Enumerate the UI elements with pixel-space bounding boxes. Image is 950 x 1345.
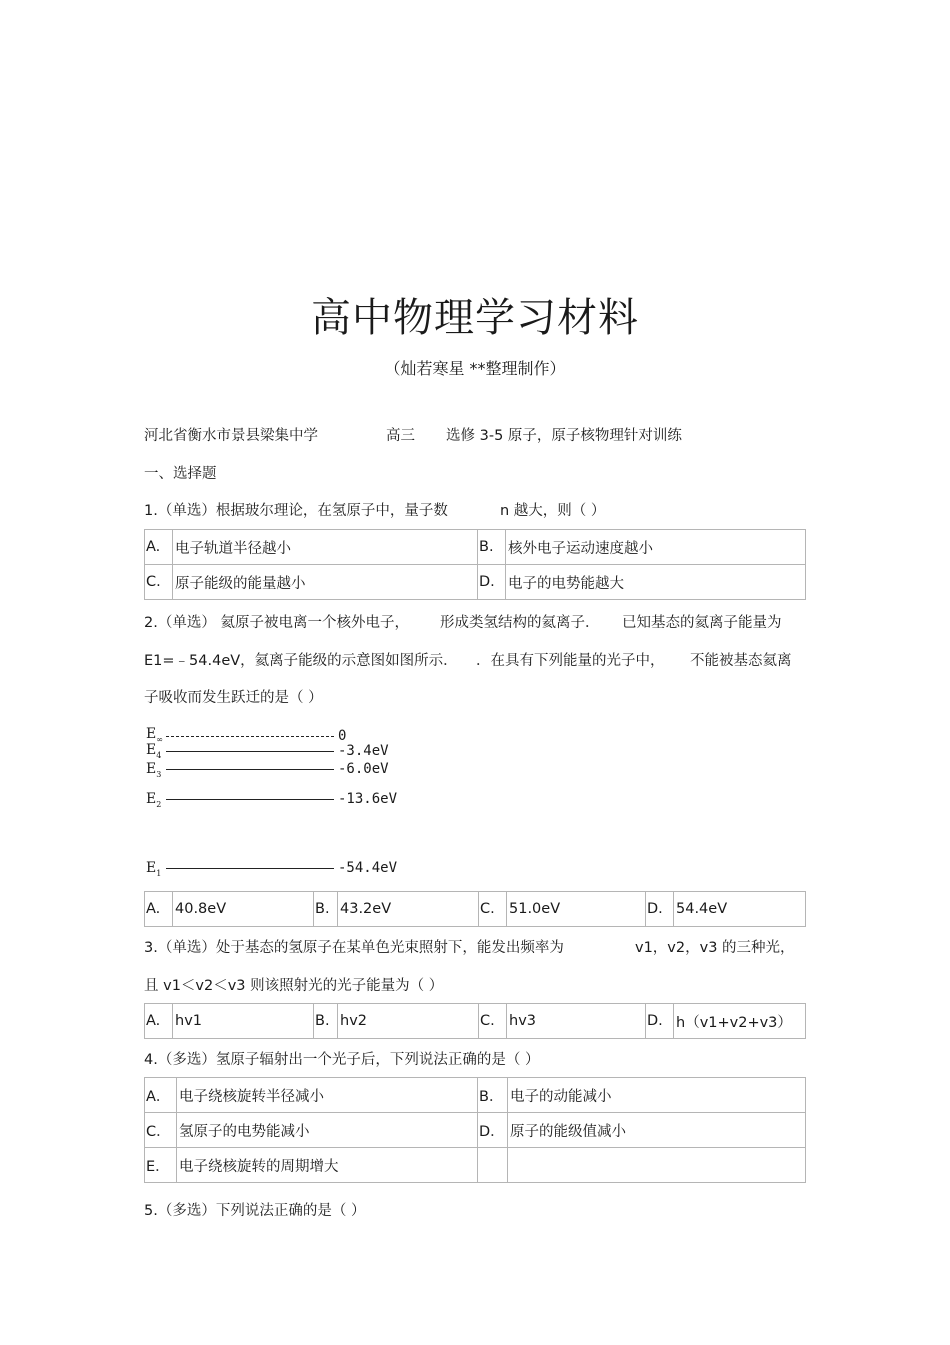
level-1-value: -54.4eV	[338, 860, 398, 876]
q1-option-a[interactable]: 电子轨道半径越小	[173, 530, 478, 565]
q4-empty-cell	[508, 1148, 806, 1183]
q3-line1b: v1，v2，v3 的三种光，	[635, 940, 795, 956]
level-inf-name: $E_\infty$	[146, 726, 163, 744]
q3-option-a[interactable]: hv1	[173, 1004, 314, 1039]
q3-option-c-label[interactable]: C.	[479, 1004, 507, 1039]
section-heading: 一、选择题	[144, 466, 217, 482]
q2-option-d-label[interactable]: D.	[646, 892, 674, 927]
q4-option-b-label[interactable]: B．	[478, 1078, 508, 1113]
q3-option-b-label[interactable]: B.	[314, 1004, 338, 1039]
level-4-name: $E_4$	[146, 742, 162, 760]
course-name: 选修 3-5 原子，原子核物理针对训练	[446, 428, 682, 444]
question-2-line-1	[144, 611, 782, 632]
q3-option-a-label[interactable]: A.	[145, 1004, 173, 1039]
q1-option-c[interactable]: 原子能级的能量越小	[173, 565, 478, 600]
level-4-value: -3.4eV	[338, 743, 389, 759]
q4-option-e[interactable]: 电子绕核旋转的周期增大	[177, 1148, 478, 1183]
level-1-line	[166, 868, 334, 869]
q1-option-d[interactable]: 电子的电势能越大	[506, 565, 806, 600]
question-4: 4.（多选）氢原子辐射出一个光子后，下列说法正确的是（ ）	[144, 1052, 540, 1068]
q2-option-d[interactable]: 54.4eV	[674, 892, 806, 927]
level-3-name: $E_3$	[146, 761, 162, 779]
info-line	[144, 424, 682, 445]
question-2-line-3: 子吸收而发生跃迁的是（ ）	[144, 690, 323, 706]
q2-option-b[interactable]: 43.2eV	[338, 892, 479, 927]
q2-line2a: E1=﹣54.4eV，氦离子能级的示意图如图所示．	[144, 653, 458, 669]
q4-option-d-label[interactable]: D．	[478, 1113, 508, 1148]
q1-stem: 1.（单选）根据玻尔理论，在氢原子中，量子数	[144, 503, 448, 519]
page-subtitle: （灿若寒星 **整理制作）	[384, 359, 566, 378]
q2-option-c-label[interactable]: C.	[479, 892, 507, 927]
q2-options	[144, 891, 806, 927]
q1-options	[144, 529, 806, 600]
level-inf-line	[166, 736, 334, 737]
grade: 高三	[386, 428, 415, 444]
q1-option-b-label[interactable]: B.	[478, 530, 506, 565]
q3-options	[144, 1003, 806, 1039]
q3-option-d-label[interactable]: D.	[646, 1004, 674, 1039]
level-1-name: $E_1$	[146, 860, 162, 878]
q1-option-d-label[interactable]: D.	[478, 565, 506, 600]
level-3-value: -6.0eV	[338, 761, 389, 777]
q2-option-a-label[interactable]: A.	[145, 892, 173, 927]
q2-line1c: 已知基态的氦离子能量为	[622, 615, 782, 631]
q1-option-b[interactable]: 核外电子运动速度越小	[506, 530, 806, 565]
q2-line2c: 不能被基态氦离	[690, 653, 792, 669]
q2-option-b-label[interactable]: B.	[314, 892, 338, 927]
q2-line1a: 2.（单选） 氦原子被电离一个核外电子，	[144, 615, 409, 631]
school-name: 河北省衡水市景县梁集中学	[144, 428, 318, 444]
q3-option-c[interactable]: hv3	[507, 1004, 646, 1039]
q1-stem-tail: n 越大，则（ ）	[500, 503, 606, 519]
level-3-line	[166, 769, 334, 770]
q3-option-b[interactable]: hv2	[338, 1004, 479, 1039]
q4-option-c[interactable]: 氢原子的电势能减小	[177, 1113, 478, 1148]
q2-line2b: ．在具有下列能量的光子中，	[476, 653, 665, 669]
q4-option-d[interactable]: 原子的能级值减小	[508, 1113, 806, 1148]
q4-option-a-label[interactable]: A．	[145, 1078, 177, 1113]
question-5: 5.（多选）下列说法正确的是（ ）	[144, 1203, 366, 1219]
q4-option-b[interactable]: 电子的动能减小	[508, 1078, 806, 1113]
q4-option-c-label[interactable]: C．	[145, 1113, 177, 1148]
level-inf-value: 0	[338, 728, 347, 744]
level-4-line	[166, 751, 334, 752]
q2-option-a[interactable]: 40.8eV	[173, 892, 314, 927]
q4-options	[144, 1077, 806, 1183]
q3-line1a: 3.（单选）处于基态的氢原子在某单色光束照射下，能发出频率为	[144, 940, 564, 956]
question-3-line-1	[144, 936, 795, 957]
question-3-line-2: 且 v1＜v2＜v3 则该照射光的光子能量为（ ）	[144, 978, 444, 994]
q4-option-e-label[interactable]: E．	[145, 1148, 177, 1183]
page-title: 高中物理学习材料	[311, 295, 639, 341]
q2-option-c[interactable]: 51.0eV	[507, 892, 646, 927]
q1-option-c-label[interactable]: C.	[145, 565, 173, 600]
energy-level-diagram	[144, 726, 424, 886]
q1-option-a-label[interactable]: A.	[145, 530, 173, 565]
level-2-line	[166, 799, 334, 800]
q4-empty-label	[478, 1148, 508, 1183]
level-2-value: -13.6eV	[338, 791, 398, 807]
level-2-name: $E_2$	[146, 791, 162, 809]
q3-option-d[interactable]: h（v1+v2+v3）	[674, 1004, 806, 1039]
q2-line1b: 形成类氢结构的氦离子．	[440, 615, 600, 631]
question-1	[144, 499, 606, 520]
question-2-line-2	[144, 649, 792, 670]
q4-option-a[interactable]: 电子绕核旋转半径减小	[177, 1078, 478, 1113]
